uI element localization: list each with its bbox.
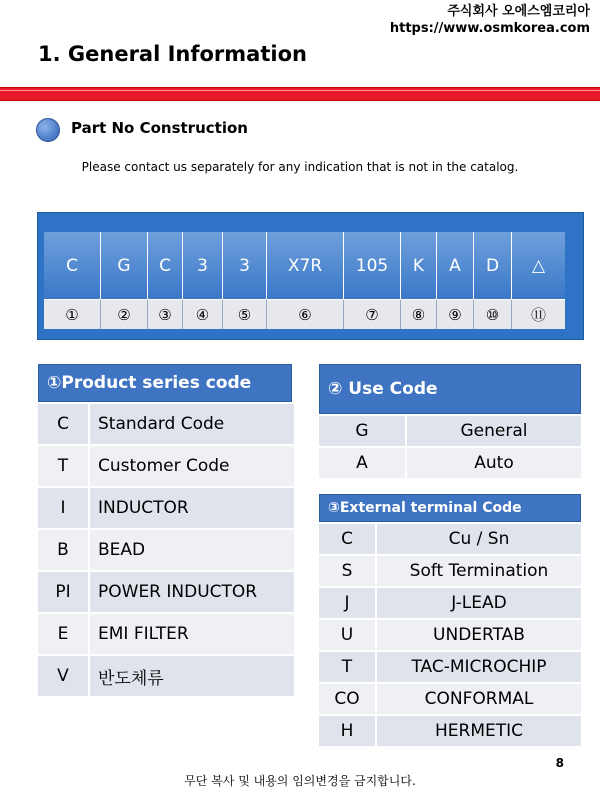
table-row [319, 588, 581, 620]
code-cell: C [148, 232, 183, 299]
company-website: https://www.osmkorea.com [389, 21, 590, 36]
position-number: ⑤ [223, 299, 267, 329]
table-row [319, 524, 581, 556]
code-cell: D [474, 232, 512, 299]
bullet-circle-icon [36, 118, 60, 142]
table-row [38, 488, 294, 530]
terminal-code: S [319, 556, 377, 586]
terminal-code-header [319, 494, 581, 522]
code-cell: 105 [344, 232, 401, 299]
series-code: I [38, 488, 90, 528]
code-cell: A [437, 232, 474, 299]
table-row [319, 716, 581, 748]
series-desc: Standard Code [98, 414, 225, 434]
terminal-code: J [319, 588, 377, 618]
table-row [38, 656, 294, 698]
series-desc: Customer Code [98, 456, 230, 476]
table-row [38, 404, 294, 446]
position-number: ② [101, 299, 148, 329]
position-number: ⑧ [401, 299, 437, 329]
terminal-desc: Soft Termination [409, 561, 549, 581]
table-row [38, 572, 294, 614]
series-desc: INDUCTOR [98, 498, 189, 518]
terminal-code: H [319, 716, 377, 746]
terminal-code: C [319, 524, 377, 554]
triangle-icon: △ [512, 232, 565, 299]
series-code: B [38, 530, 90, 570]
section-title: Part No Construction [71, 119, 248, 137]
table-row [319, 448, 581, 480]
terminal-desc: J-LEAD [451, 593, 507, 613]
company-header [390, 3, 590, 37]
series-desc: 반도체류 [98, 668, 164, 689]
code-cell: X7R [267, 232, 344, 299]
code-cell: 3 [223, 232, 267, 299]
terminal-code-table [319, 524, 581, 748]
table-row [319, 620, 581, 652]
series-desc: POWER INDUCTOR [98, 582, 258, 602]
company-name: 주식회사 오에스엠코리아 [447, 4, 590, 19]
page-number: 8 [555, 756, 564, 770]
use-code: A [319, 448, 407, 478]
title-divider-bar [0, 87, 600, 101]
series-code: PI [38, 572, 90, 612]
terminal-desc: HERMETIC [434, 721, 523, 741]
table-row [38, 530, 294, 572]
position-number: ⑥ [267, 299, 344, 329]
series-code: V [38, 656, 90, 696]
product-series-table [38, 404, 294, 698]
position-number: ⑩ [474, 299, 512, 329]
code-cell: 3 [183, 232, 223, 299]
part-number-diagram [37, 212, 584, 340]
series-code: T [38, 446, 90, 486]
code-cell: K [401, 232, 437, 299]
table-row [319, 652, 581, 684]
series-code: E [38, 614, 90, 654]
position-number: ⑪ [512, 299, 565, 329]
use-desc: General [460, 421, 528, 441]
terminal-code: T [319, 652, 377, 682]
position-number: ⑦ [344, 299, 401, 329]
copyright-footer: 무단 복사 및 내용의 임의변경을 금지합니다. [184, 774, 416, 788]
catalog-notice: Please contact us separately for any indication that is not in the catalog. [81, 160, 519, 174]
use-code-title: ② Use Code [328, 379, 438, 399]
terminal-desc: UNDERTAB [433, 625, 525, 645]
position-number-row [44, 299, 575, 329]
use-code-table [319, 416, 581, 480]
product-series-header [38, 364, 292, 402]
series-desc: EMI FILTER [98, 624, 189, 644]
terminal-code: U [319, 620, 377, 650]
position-number: ① [44, 299, 101, 329]
terminal-code: CO [319, 684, 377, 714]
use-desc: Auto [474, 453, 514, 473]
part-code-row [44, 232, 575, 299]
terminal-desc: Cu / Sn [448, 529, 510, 549]
table-row [319, 416, 581, 448]
use-code: G [319, 416, 407, 446]
table-row [38, 446, 294, 488]
table-row [38, 614, 294, 656]
code-cell: G [101, 232, 148, 299]
table-row [319, 556, 581, 588]
position-number: ④ [183, 299, 223, 329]
series-code: C [38, 404, 90, 444]
use-code-header [319, 364, 581, 414]
position-number: ⑨ [437, 299, 474, 329]
page-title: 1. General Information [38, 42, 307, 66]
product-series-title: ①Product series code [47, 373, 252, 393]
position-number: ③ [148, 299, 183, 329]
code-cell: C [44, 232, 101, 299]
terminal-desc: TAC-MICROCHIP [411, 657, 547, 677]
terminal-desc: CONFORMAL [424, 689, 534, 709]
table-row [319, 684, 581, 716]
series-desc: BEAD [98, 540, 146, 560]
terminal-code-title: ③External terminal Code [328, 500, 522, 516]
